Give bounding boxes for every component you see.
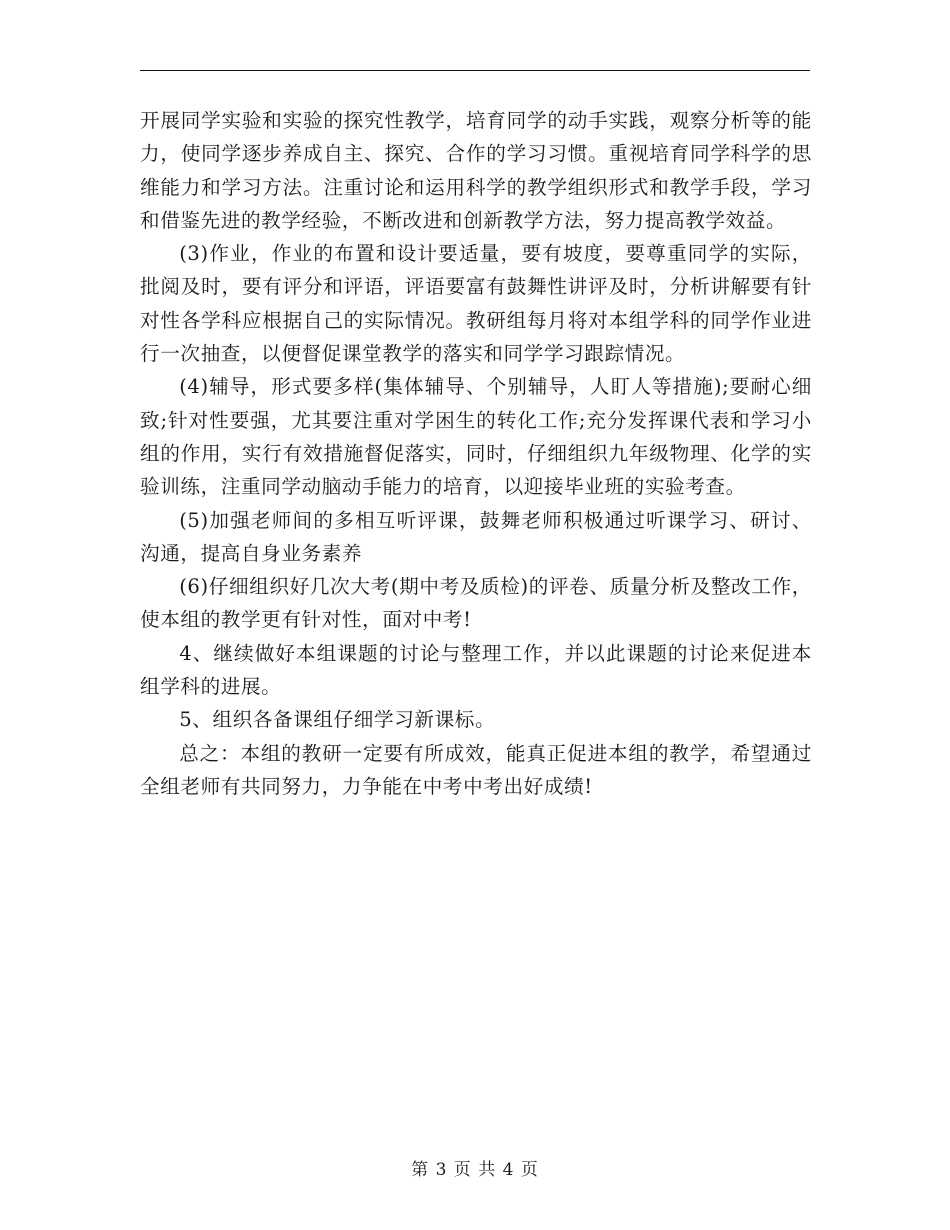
document-body [140, 104, 812, 803]
paragraph-curriculum-study: 5、组织各备课组仔细学习新课标。 [179, 708, 496, 732]
header-rule [140, 70, 810, 71]
paragraph-homework: (3)作业，作业的布置和设计要适量，要有坡度，要尊重同学的实际，批阅及时，要有评分和评语，评语要富有鼓舞性讲评及时，分析讲解要有针对性各学科应根据自己的实际情况。教研组每月将对本组学科的同学作业进行一次抽查，以便督促课堂教学的落实和同学学习跟踪情况。 [140, 242, 812, 366]
page-number-footer: 第 3 页 共 4 页 [411, 1160, 539, 1180]
paragraph-research-topic: 4、继续做好本组课题的讨论与整理工作，并以此课题的讨论来促进本组学科的进展。 [140, 641, 812, 699]
paragraph-exam-analysis: (6)仔细组织好几次大考(期中考及质检)的评卷、质量分析及整改工作，使本组的教学更有针对性，面对中考! [140, 575, 812, 632]
paragraph-tutoring: (4)辅导，形式要多样(集体辅导、个别辅导，人盯人等措施);要耐心细致;针对性要强，尤其要注重对学困生的转化工作;充分发挥课代表和学习小组的作用，实行有效措施督促落实，同时，仔细组织九年级物理、化学的实验训练，注重同学动脑动手能力的培育，以迎接毕业班的实验考查。 [140, 375, 812, 499]
paragraph-summary: 总之：本组的教研一定要有所成效，能真正促进本组的教学，希望通过全组老师有共同努力，力争能在中考中考出好成绩! [140, 741, 812, 798]
paragraph-continued: 开展同学实验和实验的探究性教学，培育同学的动手实践，观察分析等的能力，使同学逐步养成自主、探究、合作的学习习惯。重视培育同学科学的思维能力和学习方法。注重讨论和运用科学的教学组织形式和教学手段，学习和借鉴先进的教学经验，不断改进和创新教学方法，努力提高教学效益。 [140, 109, 812, 232]
paragraph-lesson-observation: (5)加强老师间的多相互听评课，鼓舞老师积极通过听课学习、研讨、沟通，提高自身业务素养 [140, 508, 812, 565]
